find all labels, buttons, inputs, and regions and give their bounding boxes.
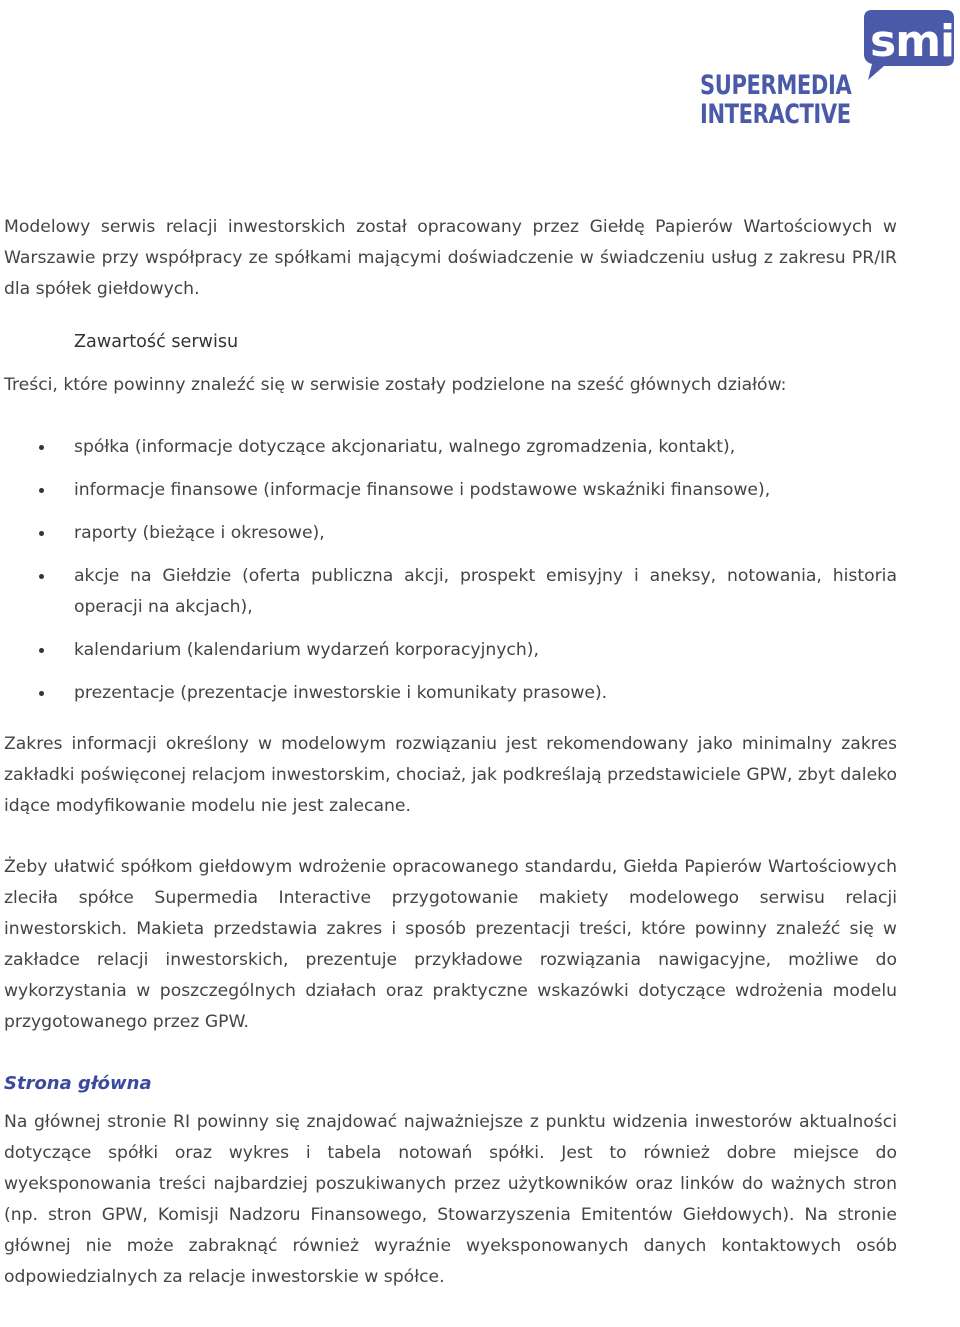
bullet-icon: [39, 531, 44, 536]
list-item: kalendarium (kalendarium wydarzeń korporacyjnych),: [4, 635, 897, 666]
bullet-icon: [39, 574, 44, 579]
home-page-heading: Strona główna: [4, 1073, 152, 1094]
logo-text-supermedia: SUPERMEDIA: [700, 70, 852, 101]
list-item: spółka (informacje dotyczące akcjonariatu, walnego zgromadzenia, kontakt),: [4, 432, 897, 463]
list-intro: Treści, które powinny znaleźć się w serwisie zostały podzielone na sześć głównych działów:: [4, 375, 787, 395]
bullet-icon: [39, 488, 44, 493]
section-subtitle: Zawartość serwisu: [74, 332, 239, 352]
bullet-icon: [39, 691, 44, 696]
intro-paragraph: Modelowy serwis relacji inwestorskich został opracowany przez Giełdę Papierów Wartościowych w Warszawie przy współpracy ze spółkami mającymi doświadczenie w świadczeniu usług z zakresu PR/IR dla spółek giełdowych.: [4, 217, 897, 299]
list-item: akcje na Giełdzie (oferta publiczna akcji, prospekt emisyjny i aneksy, notowania, historia operacji na akcjach),: [4, 561, 897, 623]
bullet-icon: [39, 648, 44, 653]
supermedia-logo: [698, 10, 954, 130]
list-item: prezentacje (prezentacje inwestorskie i komunikaty prasowe).: [4, 678, 897, 709]
logo-text-interactive: INTERACTIVE: [700, 99, 851, 130]
home-page-paragraph: Na głównej stronie RI powinny się znajdować najważniejsze z punktu widzenia inwestorów aktualności dotyczące spółki oraz wykres i tabela notowań spółki. Jest to również dobre miejsce do wyeksponowania treści najbardziej poszukiwanych przez użytkowników oraz linków do ważnych stron (np. stron GPW, Komisji Nadzoru Finansowego, Stowarzyszenia Emitentów Giełdowych). Na stronie głównej nie może zabraknąć również wyraźnie wyeksponowanych danych kontaktowych osób odpowiedzialnych za relacje inwestorskie w spółce.: [4, 1112, 897, 1287]
list-item: informacje finansowe (informacje finansowe i podstawowe wskaźniki finansowe),: [4, 475, 897, 506]
scope-paragraph: Zakres informacji określony w modelowym rozwiązaniu jest rekomendowany jako minimalny zakres zakładki poświęconej relacjom inwestorskim, chociaż, jak podkreślają przedstawiciele GPW, zbyt daleko idące modyfikowanie modelu nie jest zalecane.: [4, 734, 897, 816]
bullet-icon: [39, 445, 44, 450]
logo-badge-text: smi: [870, 16, 955, 67]
mockup-paragraph: Żeby ułatwić spółkom giełdowym wdrożenie opracowanego standardu, Giełda Papierów Wartościowych zleciła spółce Supermedia Interactive przygotowanie makiety modelowego serwisu relacji inwestorskich. Makieta przedstawia zakres i sposób prezentacji treści, które powinny znaleźć się w zakładce relacji inwestorskich, prezentuje przykładowe rozwiązania nawigacyjne, możliwe do wykorzystania w poszczególnych działach oraz praktyczne wskazówki dotyczące wdrożenia modelu przygotowanego przez GPW.: [4, 857, 897, 1032]
document-body: [4, 212, 897, 1293]
sections-list: [4, 432, 897, 709]
list-item: raporty (bieżące i okresowe),: [4, 518, 897, 549]
